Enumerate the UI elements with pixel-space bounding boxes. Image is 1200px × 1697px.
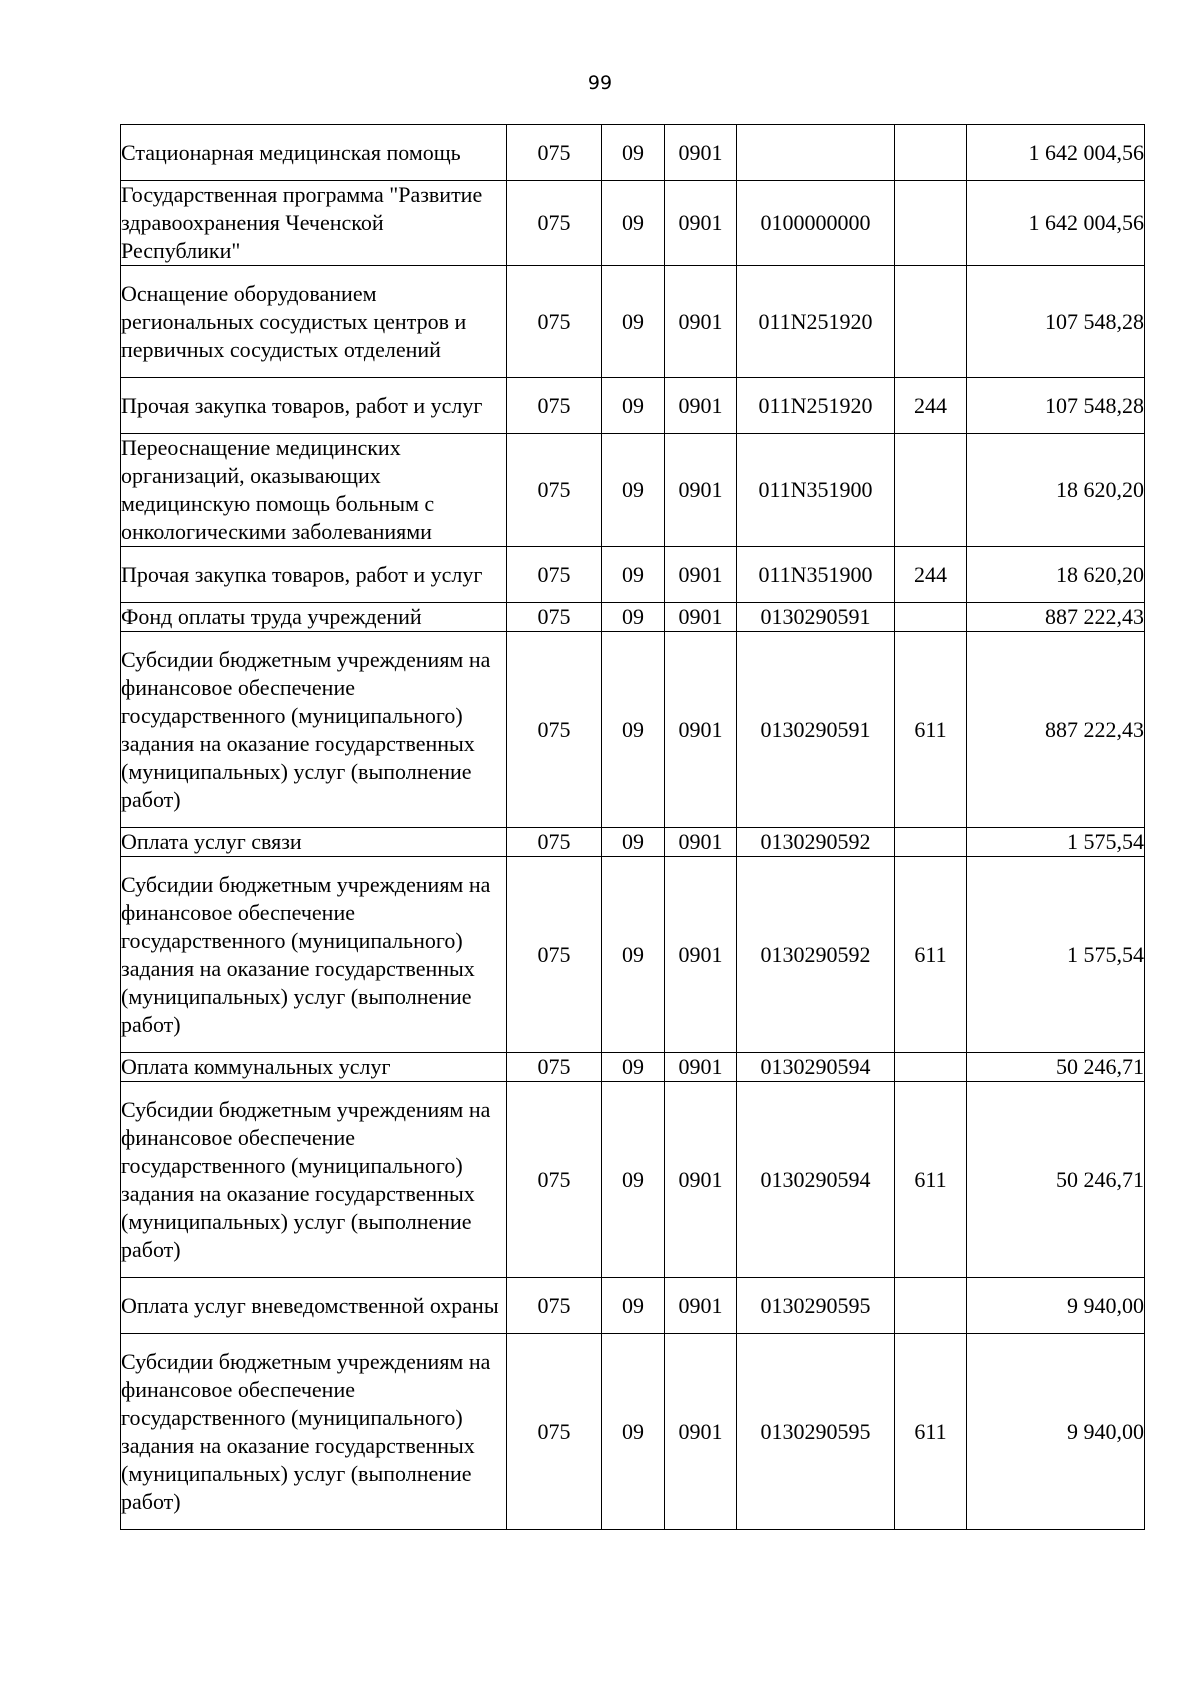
- row-section-code: 09: [602, 632, 665, 828]
- row-target-code: 0130290592: [737, 857, 895, 1053]
- row-name: Оплата услуг связи: [121, 828, 507, 857]
- row-name: Субсидии бюджетным учреждениям на финансовое обеспечение государственного (муниципального) задания на оказание государственных (муниципальных) услуг (выполнение работ): [121, 632, 507, 828]
- row-amount: 1 575,54: [967, 828, 1145, 857]
- row-expense-type: [895, 125, 967, 181]
- table-row: [121, 632, 1145, 828]
- row-section-code: 09: [602, 1082, 665, 1278]
- row-ministry-code: 075: [507, 434, 602, 547]
- row-expense-type: 611: [895, 632, 967, 828]
- row-name: Субсидии бюджетным учреждениям на финансовое обеспечение государственного (муниципального) задания на оказание государственных (муниципальных) услуг (выполнение работ): [121, 1334, 507, 1530]
- row-ministry-code: 075: [507, 181, 602, 266]
- row-subsection-code: 0901: [665, 266, 737, 378]
- row-target-code: 011N351900: [737, 434, 895, 547]
- row-expense-type: [895, 1053, 967, 1082]
- row-name: Стационарная медицинская помощь: [121, 125, 507, 181]
- row-expense-type: [895, 1278, 967, 1334]
- row-subsection-code: 0901: [665, 125, 737, 181]
- row-name: Прочая закупка товаров, работ и услуг: [121, 547, 507, 603]
- row-target-code: 0100000000: [737, 181, 895, 266]
- row-amount: 9 940,00: [967, 1334, 1145, 1530]
- row-expense-type: [895, 181, 967, 266]
- row-target-code: [737, 125, 895, 181]
- row-name: Оплата услуг вневедомственной охраны: [121, 1278, 507, 1334]
- table-row: [121, 1053, 1145, 1082]
- table-row: [121, 828, 1145, 857]
- row-ministry-code: 075: [507, 603, 602, 632]
- row-section-code: 09: [602, 378, 665, 434]
- row-name: Субсидии бюджетным учреждениям на финансовое обеспечение государственного (муниципального) задания на оказание государственных (муниципальных) услуг (выполнение работ): [121, 1082, 507, 1278]
- row-subsection-code: 0901: [665, 181, 737, 266]
- row-target-code: 0130290595: [737, 1278, 895, 1334]
- row-subsection-code: 0901: [665, 434, 737, 547]
- row-amount: 9 940,00: [967, 1278, 1145, 1334]
- row-expense-type: 244: [895, 547, 967, 603]
- row-expense-type: [895, 828, 967, 857]
- table-row: [121, 266, 1145, 378]
- row-ministry-code: 075: [507, 828, 602, 857]
- row-target-code: 0130290591: [737, 603, 895, 632]
- row-subsection-code: 0901: [665, 632, 737, 828]
- row-target-code: 0130290595: [737, 1334, 895, 1530]
- row-subsection-code: 0901: [665, 857, 737, 1053]
- row-amount: 50 246,71: [967, 1053, 1145, 1082]
- row-target-code: 0130290591: [737, 632, 895, 828]
- row-subsection-code: 0901: [665, 828, 737, 857]
- table-row: [121, 1334, 1145, 1530]
- table-row: [121, 434, 1145, 547]
- table-row: [121, 547, 1145, 603]
- row-target-code: 011N251920: [737, 266, 895, 378]
- row-amount: 107 548,28: [967, 266, 1145, 378]
- page-number: 99: [587, 72, 613, 94]
- row-section-code: 09: [602, 1053, 665, 1082]
- row-subsection-code: 0901: [665, 1082, 737, 1278]
- row-ministry-code: 075: [507, 266, 602, 378]
- row-target-code: 0130290594: [737, 1082, 895, 1278]
- row-ministry-code: 075: [507, 1278, 602, 1334]
- row-target-code: 0130290594: [737, 1053, 895, 1082]
- row-target-code: 011N351900: [737, 547, 895, 603]
- row-amount: 18 620,20: [967, 547, 1145, 603]
- row-ministry-code: 075: [507, 547, 602, 603]
- row-section-code: 09: [602, 125, 665, 181]
- row-target-code: 011N251920: [737, 378, 895, 434]
- row-section-code: 09: [602, 603, 665, 632]
- row-section-code: 09: [602, 828, 665, 857]
- table-row: [121, 1082, 1145, 1278]
- row-target-code: 0130290592: [737, 828, 895, 857]
- table-row: [121, 603, 1145, 632]
- row-ministry-code: 075: [507, 1053, 602, 1082]
- row-subsection-code: 0901: [665, 1053, 737, 1082]
- row-subsection-code: 0901: [665, 378, 737, 434]
- row-ministry-code: 075: [507, 857, 602, 1053]
- row-expense-type: [895, 603, 967, 632]
- table-row: [121, 378, 1145, 434]
- row-subsection-code: 0901: [665, 547, 737, 603]
- row-name: Оснащение оборудованием региональных сосудистых центров и первичных сосудистых отделений: [121, 266, 507, 378]
- row-section-code: 09: [602, 181, 665, 266]
- row-subsection-code: 0901: [665, 1334, 737, 1530]
- row-subsection-code: 0901: [665, 1278, 737, 1334]
- row-section-code: 09: [602, 857, 665, 1053]
- table-row: [121, 181, 1145, 266]
- row-name: Фонд оплаты труда учреждений: [121, 603, 507, 632]
- row-section-code: 09: [602, 1334, 665, 1530]
- row-amount: 107 548,28: [967, 378, 1145, 434]
- row-amount: 1 642 004,56: [967, 125, 1145, 181]
- table-row: [121, 1278, 1145, 1334]
- row-amount: 1 575,54: [967, 857, 1145, 1053]
- row-subsection-code: 0901: [665, 603, 737, 632]
- row-section-code: 09: [602, 1278, 665, 1334]
- row-section-code: 09: [602, 547, 665, 603]
- row-amount: 887 222,43: [967, 603, 1145, 632]
- row-ministry-code: 075: [507, 378, 602, 434]
- row-section-code: 09: [602, 434, 665, 547]
- row-name: Субсидии бюджетным учреждениям на финансовое обеспечение государственного (муниципального) задания на оказание государственных (муниципальных) услуг (выполнение работ): [121, 857, 507, 1053]
- row-amount: 1 642 004,56: [967, 181, 1145, 266]
- row-expense-type: 611: [895, 857, 967, 1053]
- table-row: [121, 857, 1145, 1053]
- row-name: Переоснащение медицинских организаций, оказывающих медицинскую помощь больным с онкологическими заболеваниями: [121, 434, 507, 547]
- row-amount: 887 222,43: [967, 632, 1145, 828]
- row-expense-type: 244: [895, 378, 967, 434]
- row-name: Государственная программа "Развитие здравоохранения Чеченской Республики": [121, 181, 507, 266]
- row-amount: 18 620,20: [967, 434, 1145, 547]
- row-ministry-code: 075: [507, 1334, 602, 1530]
- row-expense-type: 611: [895, 1082, 967, 1278]
- budget-table: [120, 124, 1145, 1530]
- row-expense-type: 611: [895, 1334, 967, 1530]
- row-name: Прочая закупка товаров, работ и услуг: [121, 378, 507, 434]
- row-amount: 50 246,71: [967, 1082, 1145, 1278]
- table-row: [121, 125, 1145, 181]
- row-name: Оплата коммунальных услуг: [121, 1053, 507, 1082]
- row-expense-type: [895, 266, 967, 378]
- row-ministry-code: 075: [507, 632, 602, 828]
- row-expense-type: [895, 434, 967, 547]
- row-section-code: 09: [602, 266, 665, 378]
- row-ministry-code: 075: [507, 1082, 602, 1278]
- row-ministry-code: 075: [507, 125, 602, 181]
